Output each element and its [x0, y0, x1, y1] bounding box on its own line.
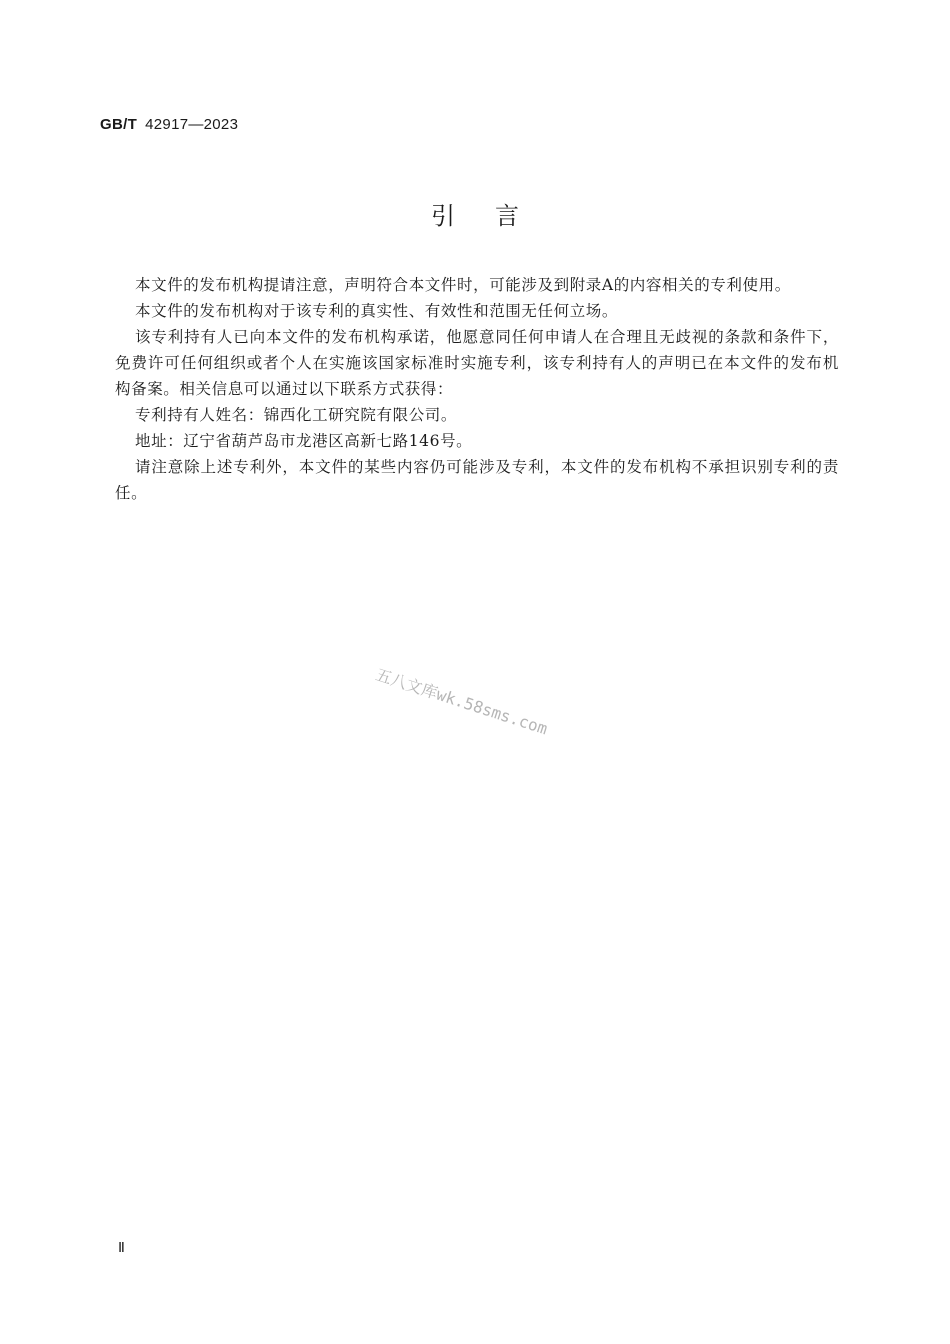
watermark: 五八文库wk.58sms.com [373, 664, 550, 739]
standard-number: 42917—2023 [145, 116, 239, 133]
page-title: 引言 [431, 202, 559, 230]
standard-code [100, 116, 238, 134]
paragraph: 本文件的发布机构对于该专利的真实性、有效性和范围无任何立场。 [135, 302, 619, 320]
document-body [115, 272, 839, 506]
paragraph: 请注意除上述专利外，本文件的某些内容仍可能涉及专利，本文件的发布机构不承担识别专利的责任。 [115, 458, 839, 502]
paragraph: 本文件的发布机构提请注意，声明符合本文件时，可能涉及到附录A的内容相关的专利使用。 [135, 276, 791, 294]
standard-prefix: GB/T [100, 116, 138, 133]
paragraph: 专利持有人姓名：锦西化工研究院有限公司。 [135, 406, 458, 424]
paragraph: 该专利持有人已向本文件的发布机构承诺，他愿意同任何申请人在合理且无歧视的条款和条件下，免费许可任何组织或者个人在实施该国家标准时实施专利，该专利持有人的声明已在本文件的发布机构备案。相关信息可以通过以下联系方式获得： [115, 328, 839, 398]
page-number: Ⅱ [118, 1241, 125, 1256]
paragraph: 地址：辽宁省葫芦岛市龙港区高新七路146号。 [135, 432, 473, 450]
